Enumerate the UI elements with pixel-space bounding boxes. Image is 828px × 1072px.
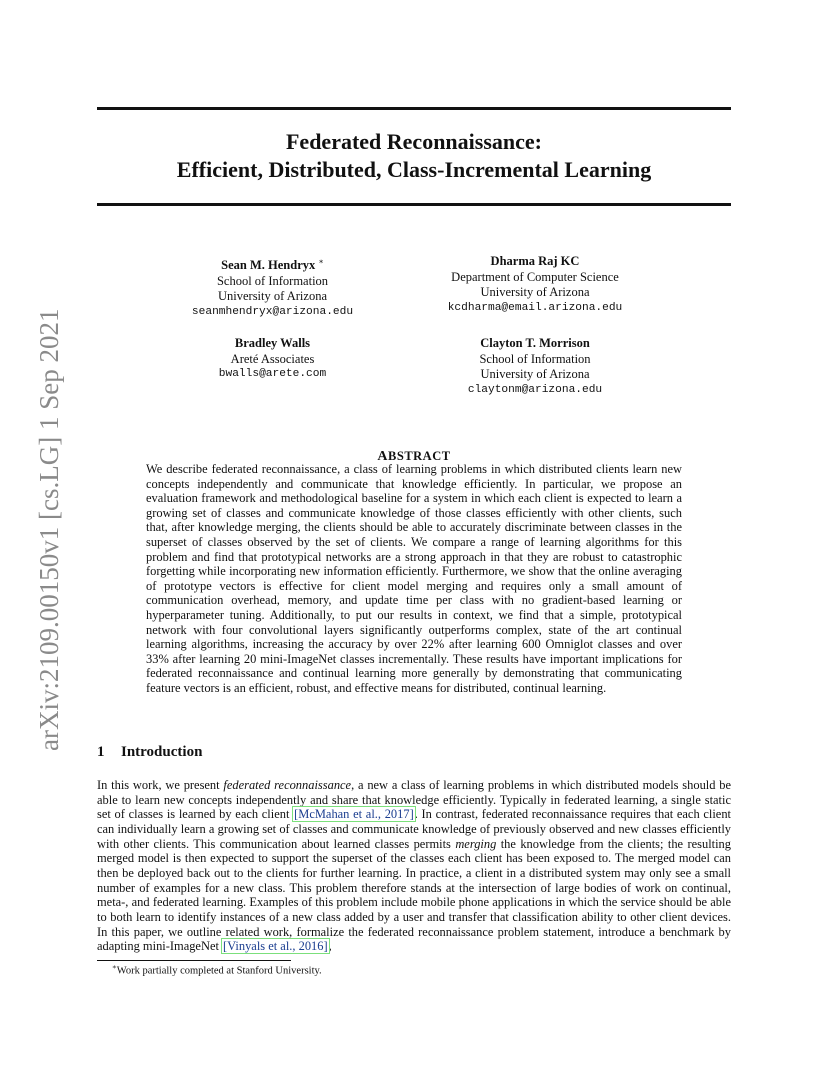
title-line-1: Federated Reconnaissance: [285,129,542,154]
author-email: seanmhendryx@arizona.edu [191,305,354,318]
introduction-paragraph: In this work, we present federated reconnaissance, a new a class of learning problems in which distributed models should be able to learn new concepts independently and share that knowledge efficiently. Typically in federated learning, a single static set of classes is learned by each client [McMahan et al., 2017]. In contrast, federated reconnaissance requires that each client can individually learn a growing set of classes and communicate knowledge of previously observed and new classes efficiently with other clients. This communication about learned classes permits merging the knowledge from the clients; the resulting merged model is then expected to support the superset of the classes each client has been exposed to. The merged model can then be deployed back out to the clients for further learning. In practice, a client in a distributed system may only see a small number of examples for a new class. This problem therefore stands at the intersection of large bodies of work on continual, meta-, and federated learning. Examples of this problem include mobile phone applications in which the service should be able to both learn to identify instances of a new class added by a user and transfer that classification ability to other client devices. In this paper, we outline related work, formalize the federated reconnaissance problem statement, introduce a benchmark by adapting mini-ImageNet [Vinyals et al., 2016], [97,778,731,954]
section-number: 1 [97,744,105,760]
section-title: Introduction [121,744,203,760]
footnote [112,963,322,977]
author-affiliation: School of Information [479,351,591,366]
title-line-2: Efficient, Distributed, Class-Incremental Learning [176,157,652,182]
citation-link-vinyals[interactable]: [Vinyals et al., 2016] [223,939,328,954]
author-email: bwalls@arete.com [218,368,327,380]
emphasis-term: federated reconnaissance [223,778,352,792]
author-name: Clayton T. Morrison [480,336,590,350]
author-affiliation: Areté Associates [230,351,315,366]
author-block-1 [170,254,375,320]
author-name: Dharma Raj KC [490,254,580,268]
author-affiliation: School of Information [216,273,329,288]
footnote-mark: ∗ [112,963,117,971]
footnote-rule [97,960,291,961]
author-email: claytonm@arizona.edu [467,383,603,396]
author-footnote-mark: ∗ [318,257,324,266]
abstract-body [146,462,682,696]
abstract-text: We describe federated reconnaissance, a class of learning problems in which distributed clients learn new concepts independently and communicate that knowledge efficiently. In particular, we propose an evaluation framework and methodological baseline for a system in which each client is expected to learn a growing set of classes and communicate knowledge of those classes efficiently with other clients, such that, after knowledge merging, the clients should be able to accurately discriminate between classes in the superset of classes observed by the set of clients. We compare a range of learning algorithms for this problem and find that prototypical networks are a strong approach in that they are robust to catastrophic forgetting while incorporating new information efficiently. Furthermore, we show that the online averaging of prototype vectors is effective for client model merging and requires only a small amount of communication overhead, memory, and update time per class with no gradient-based learning or hyperparameter tuning. Additionally, to put our results in context, we find that a simple, prototypical network with four convolutional layers significantly outperforms complex, state of the art continual learning algorithms, increasing the accuracy by over 22% after learning 600 Omniglot classes and over 33% after learning 20 mini-ImageNet classes incrementally. These results have important implications for federated reconnaissance and continual learning more generally by demonstrating that communicating feature vectors is an efficient, robust, and effective means for distributed, continual learning. [146,462,682,695]
author-affiliation: University of Arizona [217,289,327,304]
footnote-text: Work partially completed at Stanford University. [116,965,322,977]
section-heading-introduction [97,744,202,761]
author-affiliation: University of Arizona [480,285,590,299]
author-affiliation: Department of Computer Science [451,269,619,284]
citation-link-mcmahan[interactable]: [McMahan et al., 2017] [294,807,414,822]
author-block-2 [430,254,640,316]
title-bottom-rule [97,203,731,206]
emphasis-term: merging [455,836,497,851]
abstract-heading: ABSTRACT [377,449,451,464]
author-block-4 [430,336,640,398]
author-block-3 [170,336,375,383]
title-top-rule [97,107,731,110]
author-affiliation: University of Arizona [480,367,590,381]
author-name: Bradley Walls [234,336,311,350]
author-name: Sean M. Hendryx [221,258,316,273]
paper-title [97,128,731,184]
arxiv-stamp: arXiv:2109.00150v1 [cs.LG] 1 Sep 2021 [34,308,64,751]
author-email: kcdharma@email.arizona.edu [447,301,623,314]
